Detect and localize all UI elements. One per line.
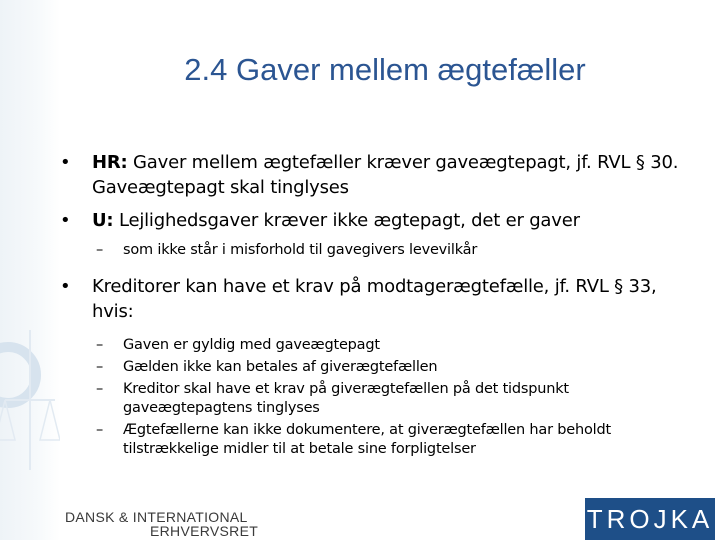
dash-marker: – [96, 242, 104, 258]
sub-bullet-item [60, 380, 700, 418]
bullet-marker: • [60, 152, 71, 173]
sub-bullet-text: Gaven er gyldig med gaveægtepagt [123, 337, 380, 353]
bullet-label: HR: [92, 152, 128, 173]
sub-bullet-item [60, 358, 700, 377]
slide-title: 2.4 Gaver mellem ægtefæller [184, 52, 586, 87]
dansk-international-erhvervsret-logo [65, 510, 258, 538]
bullet-marker: • [60, 210, 71, 231]
trojka-logo [585, 498, 715, 540]
dash-marker: – [96, 337, 104, 353]
logo-line-2: ERHVERVSRET [150, 523, 259, 539]
dash-marker: – [96, 381, 104, 397]
dash-marker: – [96, 422, 104, 438]
sub-bullet-text: som ikke står i misforhold til gavegivers levevilkår [123, 242, 478, 258]
dash-marker: – [96, 359, 104, 375]
bullet-text: Gaver mellem ægtefæller kræver gaveægtepagt, jf. RVL § 30. Gaveægtepagt skal tinglyses [92, 152, 679, 198]
bullet-item [60, 150, 700, 200]
bullet-text: Lejlighedsgaver kræver ikke ægtepagt, det er gaver [113, 210, 580, 231]
bullet-item [60, 274, 700, 324]
bullet-label: U: [92, 210, 114, 231]
sub-bullet-text: Ægtefællerne kan ikke dokumentere, at giverægtefællen har beholdt tilstrækkelige midler til at betale sine forpligtelser [123, 422, 611, 457]
sub-bullet-item [60, 241, 700, 260]
slide-content [60, 150, 700, 471]
bullet-text: Kreditorer kan have et krav på modtagerægtefælle, jf. RVL § 33, hvis: [92, 276, 657, 322]
sub-bullet-text: Kreditor skal have et krav på giverægtefællen på det tidspunkt gaveægtepagtens tinglyses [123, 381, 569, 416]
trojka-logo-text: TROJKA [586, 503, 714, 534]
sub-list [60, 241, 700, 260]
sub-bullet-text: Gælden ikke kan betales af giverægtefællen [123, 359, 438, 375]
sub-bullet-item [60, 421, 700, 459]
sub-list [60, 336, 700, 459]
logo-line-1: DANSK & INTERNATIONAL [65, 509, 248, 525]
sub-bullet-item [60, 336, 700, 355]
bullet-marker: • [60, 276, 71, 297]
bullet-item [60, 208, 700, 233]
